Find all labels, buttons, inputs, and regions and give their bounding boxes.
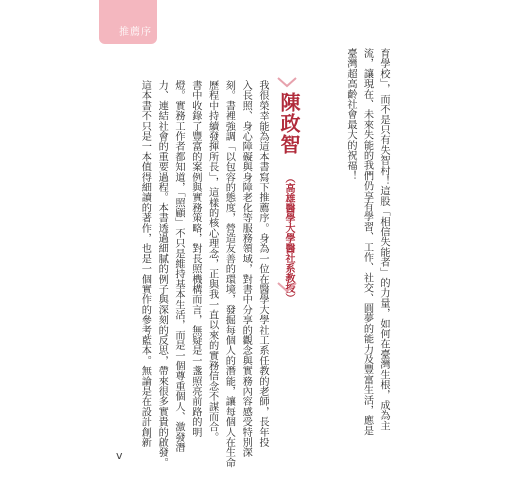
foreword-column-7: 力、連結社會的重要過程。本書透過細膩的例子與深刻的反思，帶來很多實貴的啟發。 [156, 80, 168, 468]
previous-foreword-column-2: 流，讓現在、未來失能的我們仍享有學習、工作、社交、圓夢的能力及豐富生活，應是 [361, 48, 373, 436]
author-affiliation: （高雄醫學大學醫社系教授） [283, 173, 294, 303]
chevron-bottom-icon [276, 281, 298, 293]
page-number: v [116, 449, 123, 462]
foreword-column-6: 燈。實務工作者都知道，「照顧」不只是維持基本生活，而是一個尊重個人、激發潛 [173, 80, 184, 453]
chevron-top-icon [276, 76, 298, 88]
foreword-column-4: 歷程中持續發揮所長」，這樣的核心理念，正與我一直以來的實務信念不謀而合。 [206, 80, 218, 443]
foreword-column-1: 我很榮幸能為這本書寫下推薦序。身為一位在醫學大學社工系任教的老師，長年投 [257, 80, 268, 448]
author-name: 陳政智 [277, 92, 301, 155]
foreword-column-2: 入長照、身心障礙與身障老化等服務領域，對書中分享的觀念與實務內容感受特別深 [240, 80, 252, 458]
section-label: 推薦序 [119, 27, 152, 38]
foreword-column-5: 書中收錄了豐富的案例與實務策略，對長照機構而言，無疑是一盞照亮前路的明 [189, 80, 201, 437]
previous-foreword-column-3: 臺灣超高齡社會最大的祝福！ [345, 48, 356, 181]
foreword-column-3: 刻。書裡強調「以包容的態度，營造友善的環境，發掘每個人的潛能，讓每個人在生命 [223, 80, 235, 468]
previous-foreword-column-1: 育學校」，而不是只有失智村！這股「相信失能者」的力量，如何在臺灣生根，成為主 [378, 48, 389, 431]
foreword-column-8: 這本書不只是一本值得細讀的著作，也是一個實作的參考藍本。無論是在設計創新 [139, 80, 151, 448]
